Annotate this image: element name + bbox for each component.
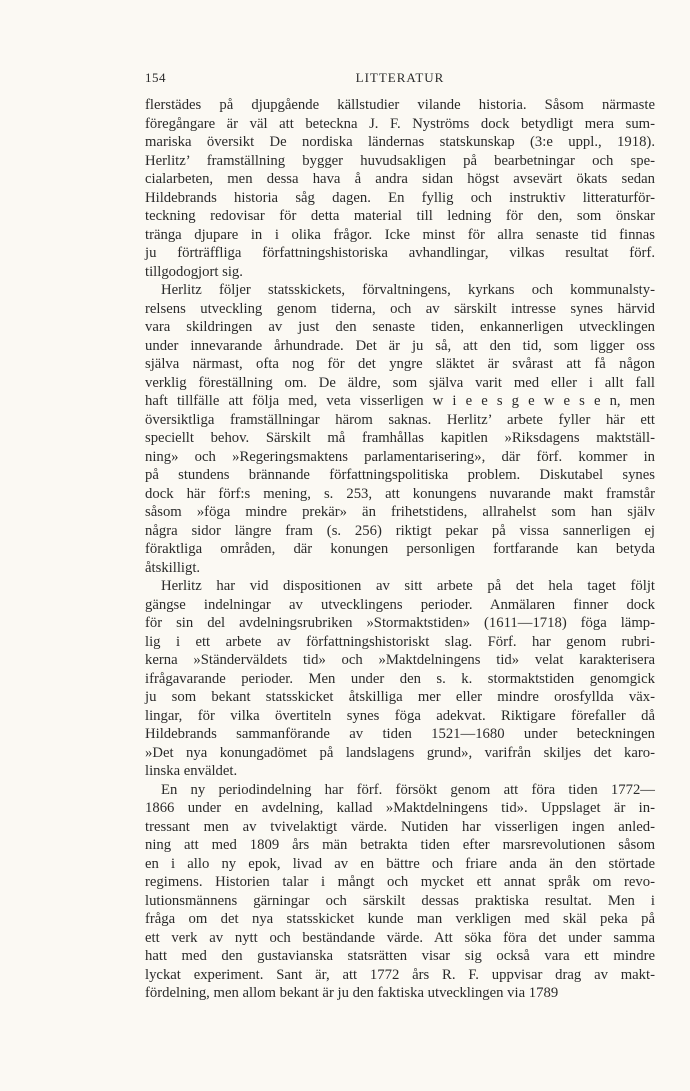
paragraph <box>145 781 655 1003</box>
text-line: speciellt behov. Särskilt må framhållas kapitlen »Riksdagens maktställ- <box>145 430 655 446</box>
text-line: gängse indelningar av utvecklingens perioder. Anmälaren finner dock <box>145 596 655 613</box>
text-line: ning» och »Regeringsmaktens parlamentarisering», där förf. kommer in <box>145 448 655 465</box>
section-title: LITTERATUR <box>355 70 445 85</box>
page-number: 154 <box>145 70 166 85</box>
text-line: föregångare är väl att beteckna J. F. Nyströms dock betydligt mera sum- <box>145 115 655 132</box>
text-line: hatt med den gustavianska statsrätten visar sig också vara ett mindre <box>145 948 655 964</box>
text-line: vara skildringen av just den senaste tiden, enkannerligen utvecklingen <box>145 319 655 335</box>
text-line: fråga om det nya statsskicket kunde man verkligen med skäl peka på <box>145 911 655 927</box>
text-line: lyckat experiment. Sant är, att 1772 års R. F. uppvisar drag av makt- <box>145 966 655 983</box>
text-line: Hildebrands historia såg dagen. En fyllig och instruktiv litteraturför- <box>145 189 655 206</box>
text-line: tillgodogjort sig. <box>145 263 243 280</box>
text-line: regimens. Historien talar i mångt och mycket ett annat språk om revo- <box>145 874 655 890</box>
text-line: mariska översikt De nordiska ländernas statskunskap (3:e uppl., 1918). <box>145 134 655 150</box>
text-line: dock här förf:s mening, s. 253, att konungens nuvarande makt framstår <box>145 485 655 502</box>
text-line: cialarbeten, men dessa hava å andra sidan högst avsevärt ökats sedan <box>145 171 655 187</box>
text-line: 1866 under en avdelning, kallad »Maktdelningens tid». Uppslaget är in- <box>145 800 655 816</box>
text-line: linska enväldet. <box>145 763 238 779</box>
text-line: verklig föreställning om. De äldre, som själva varit med eller i allt fall <box>145 374 655 391</box>
text-line: lutionsmännens gärningar och särskilt dessas praktiska resultat. Men i <box>145 892 655 909</box>
text-line: relsens utveckling genom tiderna, och av särskilt intresse synes härvid <box>145 300 655 317</box>
text-line: ju förträffliga författningshistoriska avhandlingar, vilkas resultat förf. <box>145 245 655 261</box>
paragraph <box>145 281 655 577</box>
text-line: översiktliga framställningar härom saknas. Herlitz’ arbete fyller här ett <box>145 411 655 428</box>
text-line: Herlitz har vid dispositionen av sitt arbete på det hela taget följt <box>161 578 655 594</box>
paragraph <box>145 96 655 281</box>
text-line: ifrågavarande perioder. Men under den s. k. stormaktstiden genomgick <box>145 670 655 687</box>
text-line: Herlitz’ framställning bygger huvudsakligen på bearbetningar och spe- <box>145 152 655 169</box>
running-head <box>145 70 655 88</box>
text-line: Hildebrands sammanförande av tiden 1521—1680 under beteckningen <box>145 726 655 742</box>
text-line: en i allo ny epok, livad av en bättre och friare anda än den störtade <box>145 855 655 872</box>
text-line: ju som bekant statsskicket åtskilliga mer eller mindre orosfyllda väx- <box>145 689 655 705</box>
text-line: på stundens brännande författningspolitiska problem. Diskutabel synes <box>145 467 655 483</box>
text-line: såsom »föga mindre prekär» än frihetstidens, allrahelst som han själv <box>145 504 655 520</box>
text-line: teckning redovisar för detta material till ledning för den, som önskar <box>145 208 655 224</box>
text-line: lig i ett arbete av författningshistoriskt slag. Förf. har genom rubri- <box>145 633 655 650</box>
text-line: tränga djupare in i olika frågor. Icke minst för allra senaste tid finnas <box>145 226 655 243</box>
text-line: åtskilligt. <box>145 559 201 576</box>
text-line: själva närmast, ofta nog för det yngre släktet är svårast att få någon <box>145 356 655 372</box>
text-line: tressant men av tvivelaktigt värde. Nutiden har visserligen ingen anled- <box>145 818 655 835</box>
text-line: för sin del avdelningsrubriken »Stormaktstiden» (1611—1718) föga lämp- <box>145 615 655 631</box>
text-line: haft tillfälle att följa med, veta visserligen w i e e s g e w e s e n, men <box>145 393 655 409</box>
text-line: ett verk av nytt och beständande värde. Att söka föra det under samma <box>145 929 655 946</box>
text-line: »Det nya konungadömet på landslagens grund», varifrån skiljes det karo- <box>145 744 655 761</box>
text-line: Herlitz följer statsskickets, förvaltningens, kyrkans och kommunalsty- <box>161 282 655 298</box>
body-text <box>145 96 655 1003</box>
text-line: lingar, för vilka övertiteln synes föga adekvat. Riktigare förefaller då <box>145 707 655 724</box>
text-line: under innevarande århundrade. Det är ju så, att den tid, som ligger oss <box>145 337 655 354</box>
text-line: ning att med 1809 års män betrakta tiden efter marsrevolutionen såsom <box>145 837 655 853</box>
text-line: kerna »Ständerväldets tid» och »Maktdelningens tid» velat karakterisera <box>145 652 655 668</box>
paragraph <box>145 577 655 781</box>
text-line: föraktliga områden, där konungen personligen fortfarande kan betyda <box>145 541 655 557</box>
text-line: flerstädes på djupgående källstudier vilande historia. Såsom närmaste <box>145 97 655 113</box>
text-line: fördelning, men allom bekant är ju den faktiska utvecklingen via 1789 <box>145 985 559 1001</box>
text-line: några sidor längre fram (s. 256) riktigt pekar på vissa sannerligen ej <box>145 522 655 539</box>
text-line: En ny periodindelning har förf. försökt genom att föra tiden 1772— <box>161 781 655 798</box>
